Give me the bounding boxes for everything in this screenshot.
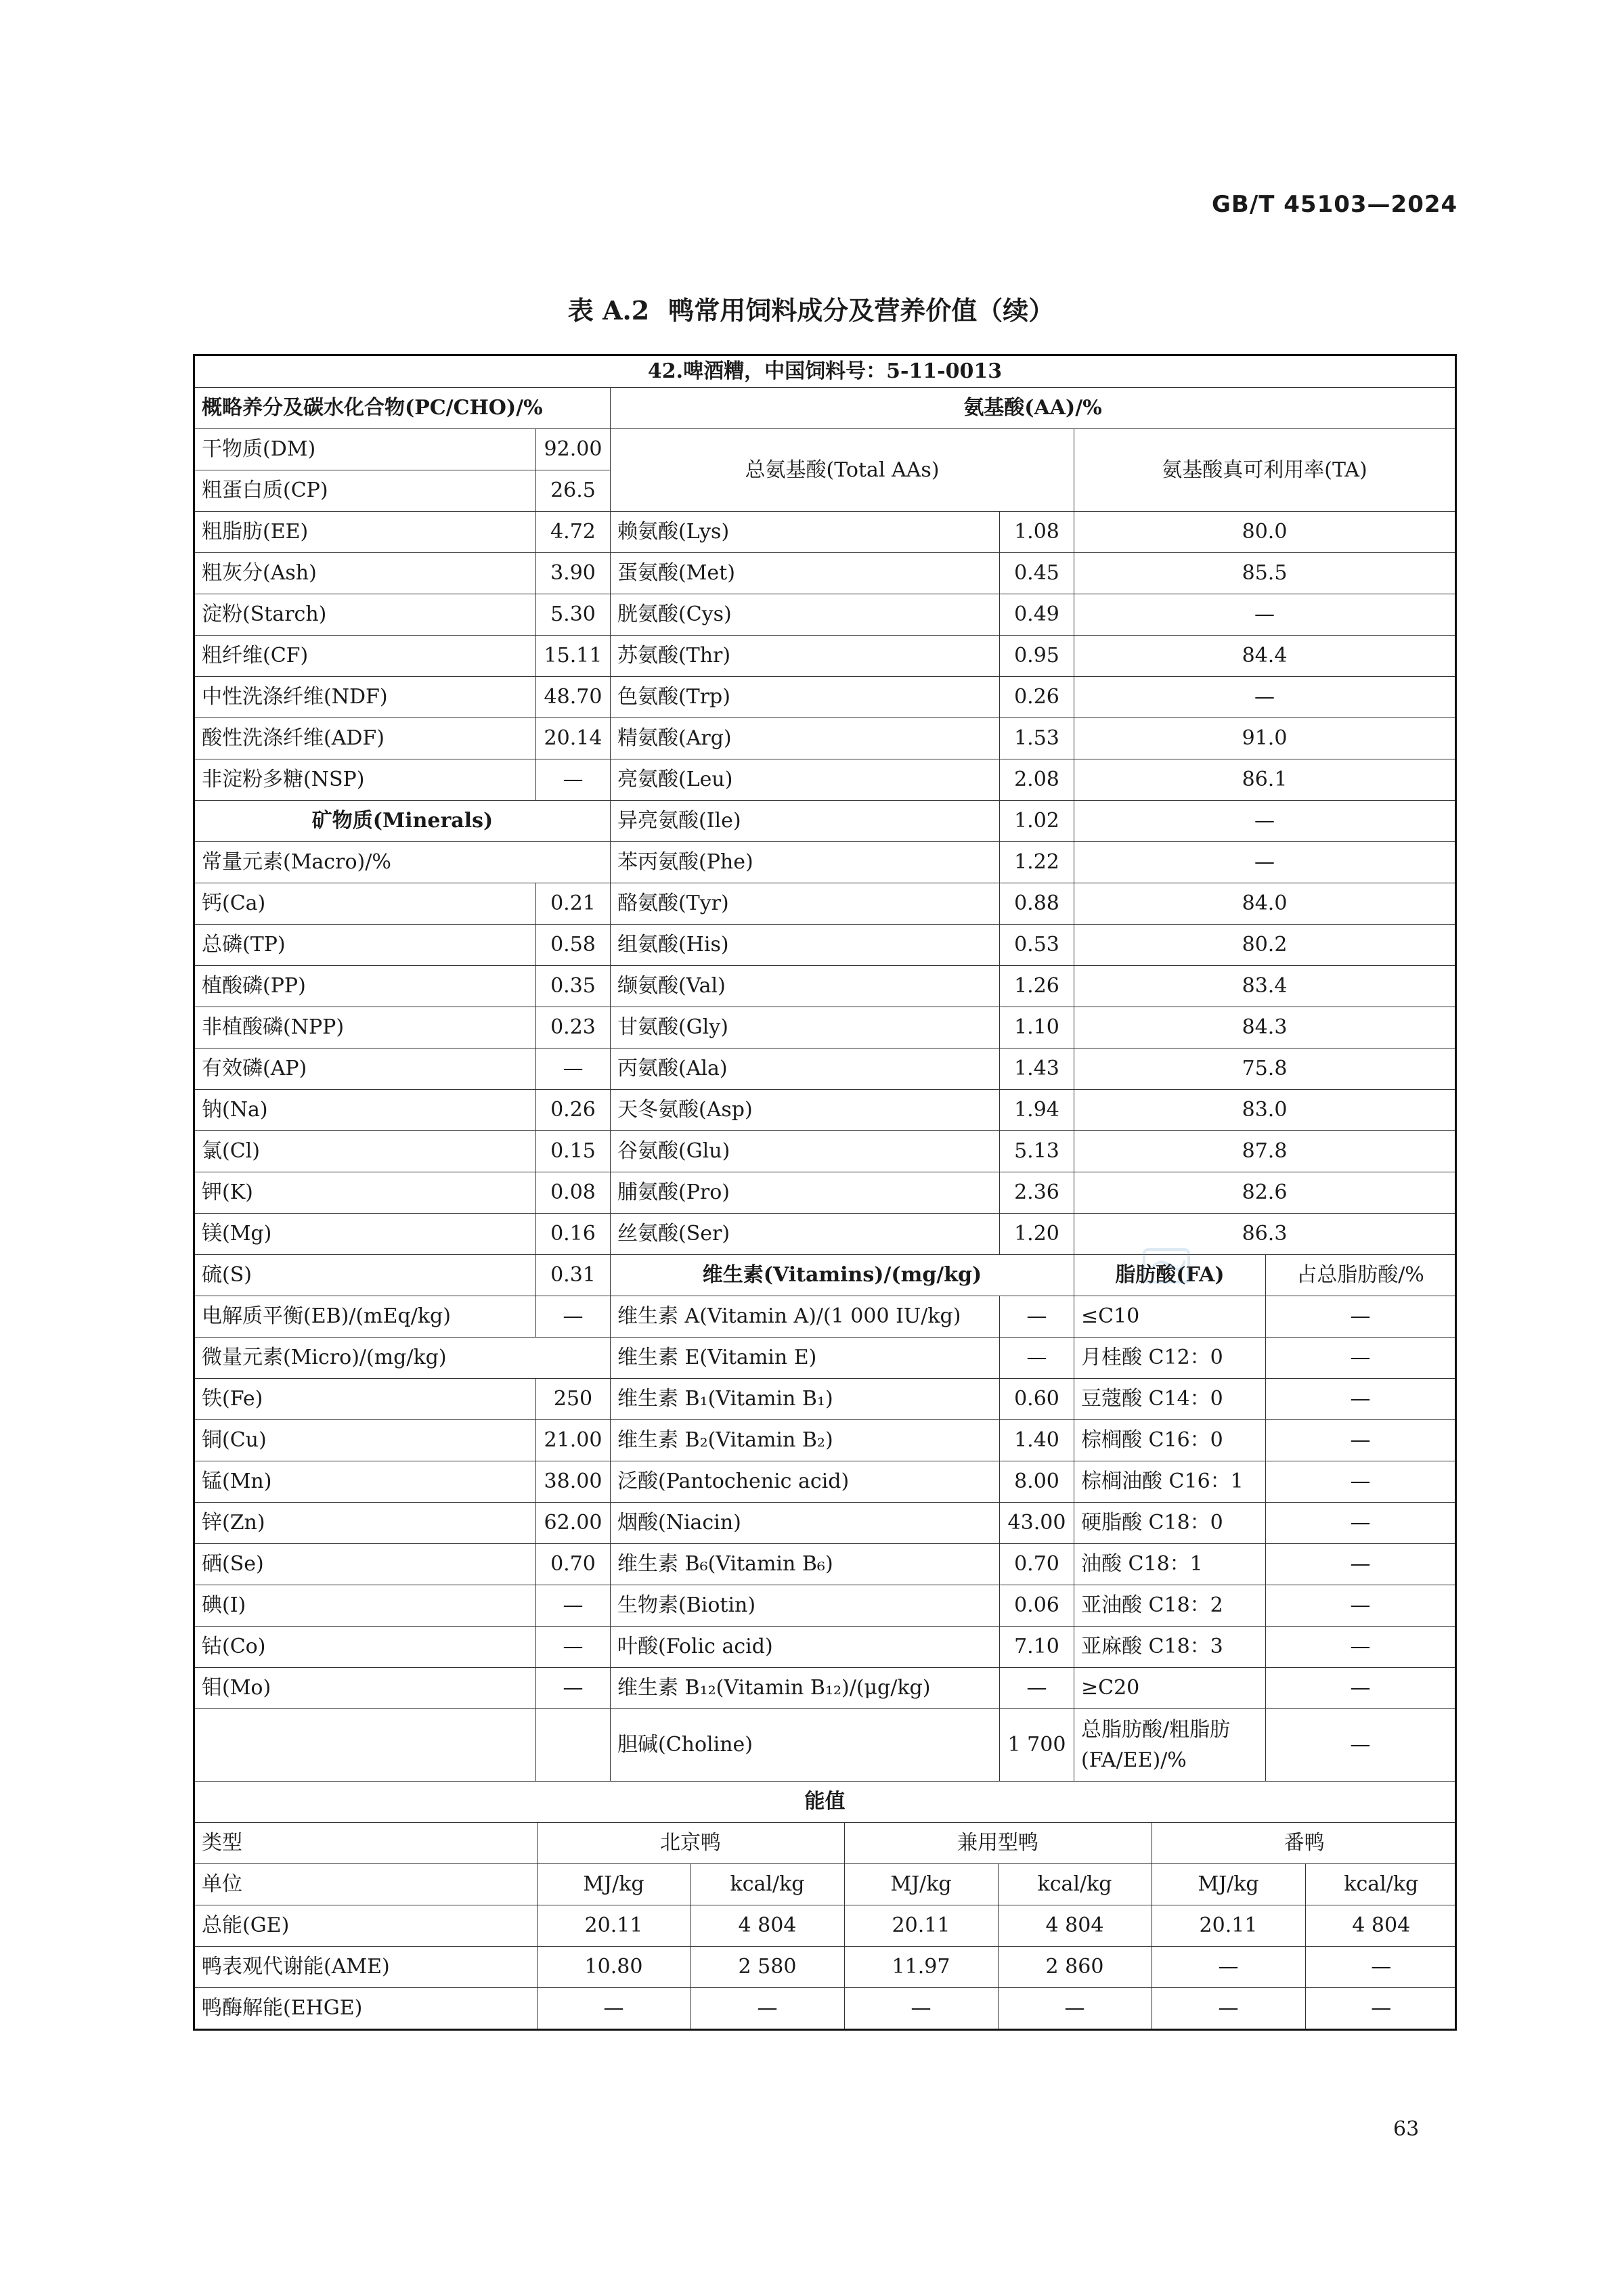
vitamin-value: 1.40 [1000,1420,1074,1461]
amino-acid-ta: 82.6 [1074,1172,1456,1214]
table-row [194,1544,1456,1585]
amino-acid-ta: 83.0 [1074,1090,1456,1131]
mineral-value: 0.21 [536,883,611,925]
vitamin-label: 胆碱(Choline) [611,1709,1000,1782]
micro-header: 微量元素(Micro)/(mg/kg) [194,1338,611,1379]
energy-value: 11.97 [844,1947,998,1988]
watermark-logo [1143,1248,1190,1283]
nutrient-label: 干物质(DM) [194,429,536,470]
fatty-acid-label: 总脂肪酸/粗脂肪(FA/EE)/% [1074,1709,1266,1782]
nutrient-label: 酸性洗涤纤维(ADF) [194,718,536,759]
amino-acid-ta: 83.4 [1074,966,1456,1007]
mineral-value: 21.00 [536,1420,611,1461]
mineral-value: — [536,1048,611,1090]
vitamin-label: 泛酸(Pantochenic acid) [611,1461,1000,1503]
amino-acid-total: 0.53 [1000,925,1074,966]
nutrient-value: — [536,759,611,801]
amino-acid-label: 天冬氨酸(Asp) [611,1090,1000,1131]
table-row [194,1420,1456,1461]
vitamin-label: 生物素(Biotin) [611,1585,1000,1627]
fatty-acid-value: — [1266,1709,1456,1782]
section-header-row [194,1782,1456,1823]
fatty-acid-value: — [1266,1668,1456,1709]
amino-acid-total: 0.95 [1000,636,1074,677]
table-row [194,1627,1456,1668]
mineral-label: 锌(Zn) [194,1503,536,1544]
table-row [194,883,1456,925]
energy-unit: MJ/kg [537,1864,691,1905]
table-row [194,842,1456,883]
nutrient-value: 3.90 [536,553,611,594]
amino-acid-label: 胱氨酸(Cys) [611,594,1000,636]
nutrient-value: 26.5 [536,470,611,512]
fatty-acid-value: — [1266,1379,1456,1420]
table-body [194,355,1456,2030]
mineral-label: 植酸磷(PP) [194,966,536,1007]
vitamin-value: 8.00 [1000,1461,1074,1503]
energy-value: 4 804 [1305,1905,1456,1947]
table-row [194,1296,1456,1338]
mineral-label: 钙(Ca) [194,883,536,925]
energy-value: — [1152,1947,1305,1988]
vitamin-value: — [1000,1668,1074,1709]
feed-title: 42.啤酒糟，中国饲料号：5-11-0013 [194,355,1456,388]
amino-acid-ta: — [1074,842,1456,883]
energy-unit-row [195,1864,1456,1905]
mineral-label: 有效磷(AP) [194,1048,536,1090]
mineral-value: 0.15 [536,1131,611,1172]
energy-label: 鸭表观代谢能(AME) [195,1947,537,1988]
amino-acid-label: 异亮氨酸(Ile) [611,801,1000,842]
fatty-acid-value: — [1266,1420,1456,1461]
table-title [0,290,1622,327]
energy-row [195,1905,1456,1947]
minerals-header: 矿物质(Minerals) [194,801,611,842]
duck-type: 北京鸭 [537,1823,844,1864]
amino-acid-label: 组氨酸(His) [611,925,1000,966]
vitamin-value: 1 700 [1000,1709,1074,1782]
empty-cell [194,1709,536,1782]
table-row [194,1007,1456,1048]
energy-value: — [1152,1988,1305,2029]
amino-acid-total: 1.26 [1000,966,1074,1007]
energy-label: 鸭酶解能(EHGE) [195,1988,537,2029]
fatty-acid-label: 豆蔻酸 C14：0 [1074,1379,1266,1420]
energy-value: 4 804 [998,1905,1152,1947]
fatty-acid-value: — [1266,1627,1456,1668]
energy-block-row [194,1823,1456,2030]
empty-cell [536,1709,611,1782]
amino-acid-label: 赖氨酸(Lys) [611,512,1000,553]
amino-acid-total: 5.13 [1000,1131,1074,1172]
duck-type: 番鸭 [1152,1823,1456,1864]
table-row [194,759,1456,801]
amino-acid-label: 脯氨酸(Pro) [611,1172,1000,1214]
amino-acid-total: 1.94 [1000,1090,1074,1131]
amino-acid-ta: 75.8 [1074,1048,1456,1090]
fatty-acid-value: — [1266,1585,1456,1627]
fatty-acid-label: 棕榈油酸 C16：1 [1074,1461,1266,1503]
table-caption: 鸭常用饲料成分及营养价值（续） [668,295,1055,326]
feed-title-row [194,355,1456,388]
mineral-label: 非植酸磷(NPP) [194,1007,536,1048]
amino-acid-total: 2.36 [1000,1172,1074,1214]
table-row [194,1090,1456,1131]
amino-acid-total: 0.26 [1000,677,1074,718]
energy-value: 2 580 [691,1947,844,1988]
amino-acid-total: 1.53 [1000,718,1074,759]
amino-acid-label: 蛋氨酸(Met) [611,553,1000,594]
mineral-value: — [536,1668,611,1709]
amino-acid-ta: 84.4 [1074,636,1456,677]
vitamin-label: 维生素 B₁(Vitamin B₁) [611,1379,1000,1420]
mineral-value: 250 [536,1379,611,1420]
fatty-acid-value: — [1266,1338,1456,1379]
page-number: 63 [1393,2117,1420,2141]
true-availability-header: 氨基酸真可利用率(TA) [1074,429,1456,512]
energy-type-label: 类型 [195,1823,537,1864]
fatty-acid-label: 月桂酸 C12：0 [1074,1338,1266,1379]
mineral-label: 铁(Fe) [194,1379,536,1420]
mineral-value: — [536,1296,611,1338]
vitamin-value: 43.00 [1000,1503,1074,1544]
energy-value: — [1305,1947,1456,1988]
vitamin-value: — [1000,1296,1074,1338]
mineral-label: 钠(Na) [194,1090,536,1131]
mineral-label: 氯(Cl) [194,1131,536,1172]
amino-acid-total: 1.20 [1000,1214,1074,1255]
proximate-header: 概略养分及碳水化合物(PC/CHO)/% [194,388,611,429]
table-row [194,636,1456,677]
mineral-value: 0.70 [536,1544,611,1585]
vitamin-label: 维生素 B₁₂(Vitamin B₁₂)/(μg/kg) [611,1668,1000,1709]
energy-row [195,1988,1456,2029]
energy-value: — [691,1988,844,2029]
table-row [194,1585,1456,1627]
energy-value: 10.80 [537,1947,691,1988]
amino-acid-label: 酪氨酸(Tyr) [611,883,1000,925]
amino-acid-total: 0.88 [1000,883,1074,925]
vitamin-value: 0.06 [1000,1585,1074,1627]
table-label: 表 A.2 [567,295,650,326]
amino-acid-ta: 87.8 [1074,1131,1456,1172]
energy-unit: kcal/kg [1305,1864,1456,1905]
mineral-value: 0.16 [536,1214,611,1255]
amino-acid-ta: — [1074,801,1456,842]
table-row [194,1214,1456,1255]
energy-header: 能值 [194,1782,1456,1823]
amino-acid-total: 1.43 [1000,1048,1074,1090]
energy-value: 20.11 [1152,1905,1305,1947]
vitamin-label: 维生素 E(Vitamin E) [611,1338,1000,1379]
amino-acid-ta: 84.3 [1074,1007,1456,1048]
mineral-label: 硒(Se) [194,1544,536,1585]
mineral-label: 总磷(TP) [194,925,536,966]
amino-acid-label: 苏氨酸(Thr) [611,636,1000,677]
amino-acid-ta: 80.0 [1074,512,1456,553]
vitamin-label: 维生素 B₆(Vitamin B₆) [611,1544,1000,1585]
vitamin-label: 维生素 A(Vitamin A)/(1 000 IU/kg) [611,1296,1000,1338]
table-row [194,1172,1456,1214]
fatty-acid-label: 硬脂酸 C18：0 [1074,1503,1266,1544]
energy-unit: kcal/kg [691,1864,844,1905]
nutrient-value: 4.72 [536,512,611,553]
mineral-label: 镁(Mg) [194,1214,536,1255]
amino-acid-ta: 85.5 [1074,553,1456,594]
energy-value: 2 860 [998,1947,1152,1988]
energy-type-row [195,1823,1456,1864]
amino-acid-ta: 80.2 [1074,925,1456,966]
amino-acid-ta: 86.1 [1074,759,1456,801]
fatty-acid-label: ≤C10 [1074,1296,1266,1338]
nutrient-label: 淀粉(Starch) [194,594,536,636]
mineral-value: 62.00 [536,1503,611,1544]
fatty-acid-value: — [1266,1503,1456,1544]
mineral-value: — [536,1585,611,1627]
amino-acid-label: 甘氨酸(Gly) [611,1007,1000,1048]
nutrient-label: 中性洗涤纤维(NDF) [194,677,536,718]
energy-value: — [537,1988,691,2029]
total-aa-header: 总氨基酸(Total AAs) [611,429,1074,512]
fatty-acid-value: — [1266,1544,1456,1585]
amino-acid-total: 1.02 [1000,801,1074,842]
table-row [194,1131,1456,1172]
vitamin-value: — [1000,1338,1074,1379]
table-row [194,677,1456,718]
mineral-label: 硫(S) [194,1255,536,1296]
section-header-row [194,1255,1456,1296]
fatty-acid-label: 棕榈酸 C16：0 [1074,1420,1266,1461]
mineral-value: 0.35 [536,966,611,1007]
amino-acid-label: 色氨酸(Trp) [611,677,1000,718]
mineral-label: 钾(K) [194,1172,536,1214]
energy-block [194,1823,1456,2030]
nutrient-label: 粗纤维(CF) [194,636,536,677]
energy-label: 总能(GE) [195,1905,537,1947]
table-row [194,925,1456,966]
nutrient-value: 48.70 [536,677,611,718]
nutrient-label: 粗脂肪(EE) [194,512,536,553]
energy-unit: MJ/kg [1152,1864,1305,1905]
amino-acid-label: 缬氨酸(Val) [611,966,1000,1007]
amino-acid-label: 谷氨酸(Glu) [611,1131,1000,1172]
energy-value: 20.11 [537,1905,691,1947]
table-row [194,1338,1456,1379]
amino-acid-label: 精氨酸(Arg) [611,718,1000,759]
duck-type: 兼用型鸭 [844,1823,1152,1864]
nutrient-value: 5.30 [536,594,611,636]
amino-acid-ta: 86.3 [1074,1214,1456,1255]
table-row [194,1668,1456,1709]
mineral-value: 0.26 [536,1090,611,1131]
fatty-acid-label: 油酸 C18：1 [1074,1544,1266,1585]
mineral-value: 0.23 [536,1007,611,1048]
vitamin-label: 烟酸(Niacin) [611,1503,1000,1544]
mineral-label: 钼(Mo) [194,1668,536,1709]
table-row [194,801,1456,842]
energy-value: — [1305,1988,1456,2029]
amino-acid-total: 2.08 [1000,759,1074,801]
mineral-label: 碘(I) [194,1585,536,1627]
nutrient-label: 粗灰分(Ash) [194,553,536,594]
fa-percent-header: 占总脂肪酸/% [1266,1255,1456,1296]
table-row [194,1503,1456,1544]
fatty-acids-header: 脂肪酸(FA) [1074,1255,1266,1296]
table-row [194,1461,1456,1503]
fatty-acid-label: 亚麻酸 C18：3 [1074,1627,1266,1668]
amino-acid-total: 1.08 [1000,512,1074,553]
amino-acid-ta: 91.0 [1074,718,1456,759]
amino-acid-header: 氨基酸(AA)/% [611,388,1456,429]
fatty-acid-value: — [1266,1296,1456,1338]
energy-value: — [844,1988,998,2029]
mineral-value: — [536,1627,611,1668]
table-row [194,553,1456,594]
table-row [194,966,1456,1007]
mineral-label: 电解质平衡(EB)/(mEq/kg) [194,1296,536,1338]
energy-value: — [998,1988,1152,2029]
amino-acid-ta: — [1074,677,1456,718]
mineral-value: 38.00 [536,1461,611,1503]
table-row [194,512,1456,553]
energy-value: 20.11 [844,1905,998,1947]
mineral-label: 钴(Co) [194,1627,536,1668]
amino-acid-total: 1.10 [1000,1007,1074,1048]
nutrient-value: 15.11 [536,636,611,677]
fatty-acid-label: 亚油酸 C18：2 [1074,1585,1266,1627]
table-row [194,1048,1456,1090]
vitamin-value: 0.70 [1000,1544,1074,1585]
amino-acid-ta: — [1074,594,1456,636]
table-row [194,429,1456,470]
vitamin-value: 0.60 [1000,1379,1074,1420]
nutrient-value: 20.14 [536,718,611,759]
energy-row [195,1947,1456,1988]
energy-unit: MJ/kg [844,1864,998,1905]
mineral-value: 0.58 [536,925,611,966]
mineral-value: 0.08 [536,1172,611,1214]
amino-acid-total: 0.49 [1000,594,1074,636]
energy-unit: kcal/kg [998,1864,1152,1905]
energy-unit-label: 单位 [195,1864,537,1905]
standard-code: GB/T 45103—2024 [1212,191,1458,218]
nutrient-label: 粗蛋白质(CP) [194,470,536,512]
vitamin-label: 叶酸(Folic acid) [611,1627,1000,1668]
table-row [194,718,1456,759]
amino-acid-ta: 84.0 [1074,883,1456,925]
nutrient-label: 非淀粉多糖(NSP) [194,759,536,801]
energy-table [195,1823,1456,2029]
amino-acid-label: 亮氨酸(Leu) [611,759,1000,801]
table-row [194,594,1456,636]
table-row [194,1379,1456,1420]
fatty-acid-value: — [1266,1461,1456,1503]
amino-acid-label: 丝氨酸(Ser) [611,1214,1000,1255]
amino-acid-total: 1.22 [1000,842,1074,883]
vitamin-value: 7.10 [1000,1627,1074,1668]
table-row [194,1709,1456,1782]
vitamin-label: 维生素 B₂(Vitamin B₂) [611,1420,1000,1461]
macro-header: 常量元素(Macro)/% [194,842,611,883]
amino-acid-label: 苯丙氨酸(Phe) [611,842,1000,883]
amino-acid-total: 0.45 [1000,553,1074,594]
mineral-value: 0.31 [536,1255,611,1296]
nutrient-value: 92.00 [536,429,611,470]
fatty-acid-label: ≥C20 [1074,1668,1266,1709]
mineral-label: 锰(Mn) [194,1461,536,1503]
energy-value: 4 804 [691,1905,844,1947]
mineral-label: 铜(Cu) [194,1420,536,1461]
feed-composition-table [193,354,1457,2031]
amino-acid-label: 丙氨酸(Ala) [611,1048,1000,1090]
section-header-row [194,388,1456,429]
vitamins-header: 维生素(Vitamins)/(mg/kg) [611,1255,1074,1296]
